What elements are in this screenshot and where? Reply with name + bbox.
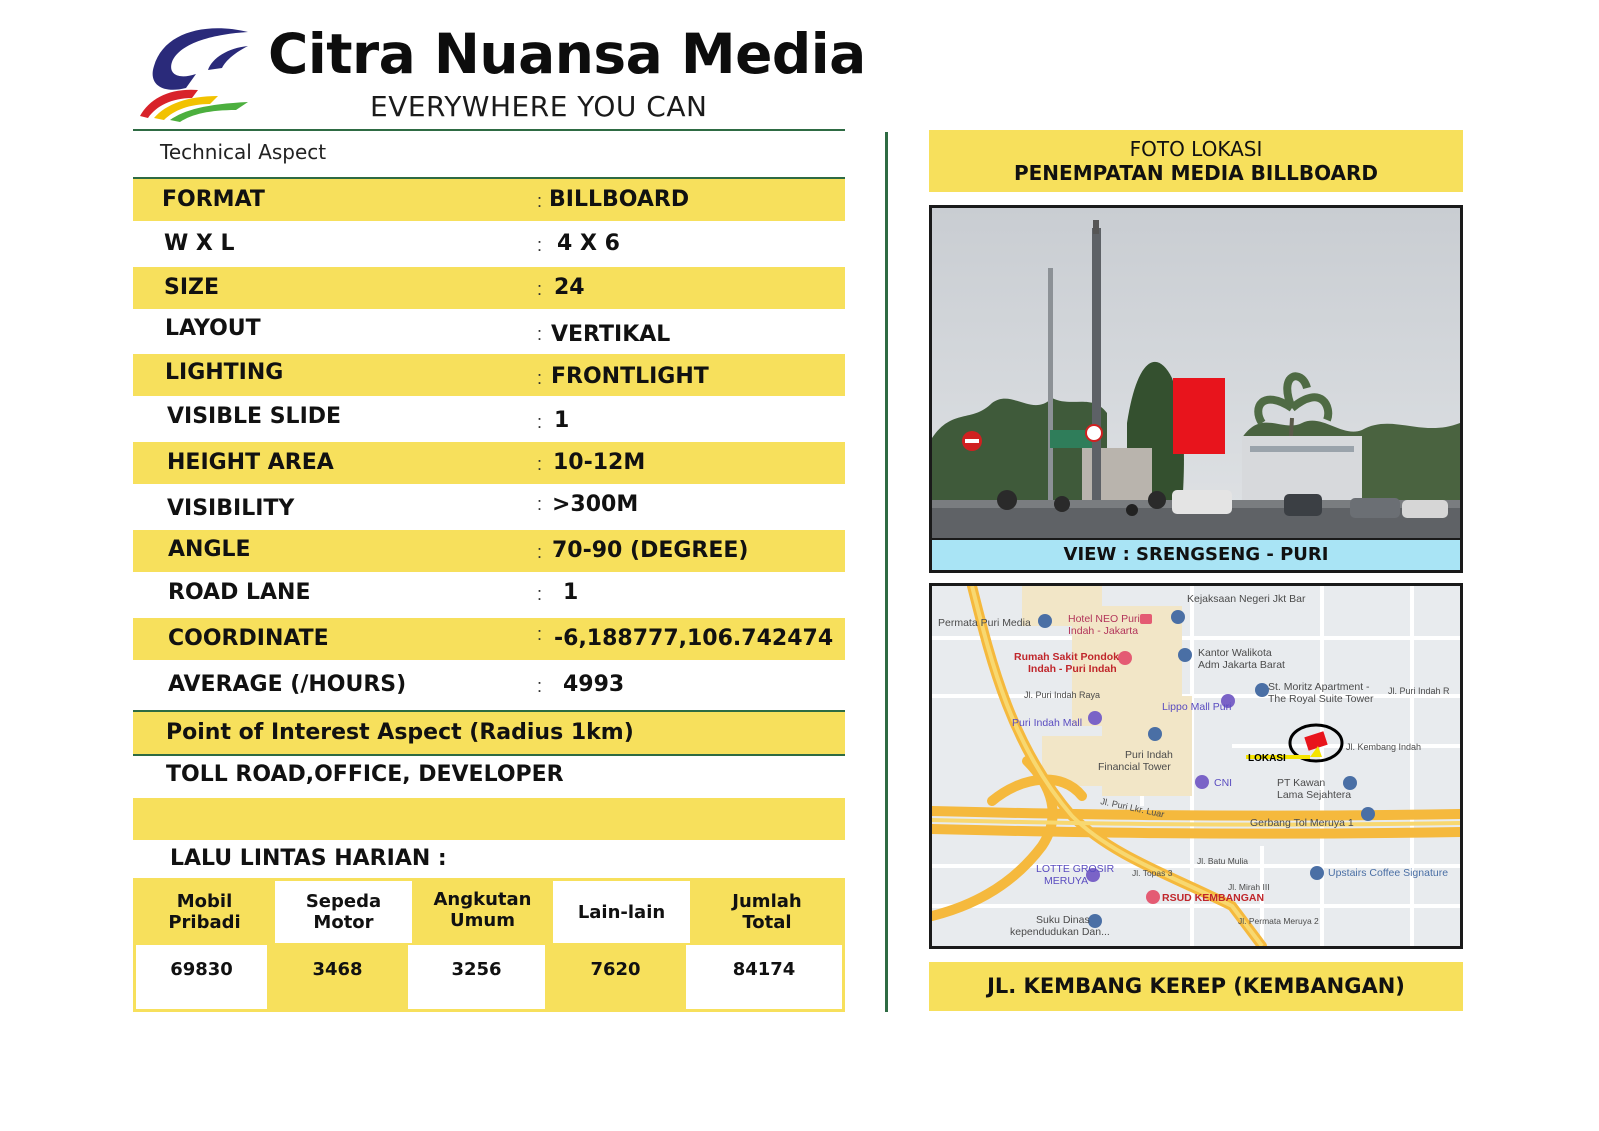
- traffic-header-cell: [692, 881, 842, 943]
- location-map: [932, 586, 1460, 946]
- map-label: MERUYA: [1044, 875, 1089, 887]
- map-label: Jl. Topas 3: [1132, 868, 1173, 878]
- map-label: St. Moritz Apartment -: [1268, 681, 1370, 693]
- header-line: Angkutan: [433, 889, 532, 910]
- spec-row-angle: [133, 530, 845, 572]
- spec-colon: :: [537, 542, 543, 562]
- technical-aspect-label: Technical Aspect: [160, 140, 327, 164]
- map-label: Permata Puri Media: [938, 617, 1031, 629]
- map-label: Adm Jakarta Barat: [1198, 659, 1285, 671]
- spec-label: COORDINATE: [168, 626, 329, 651]
- traffic-table: [133, 878, 845, 1012]
- spec-label: HEIGHT AREA: [167, 450, 334, 475]
- photo-title-line2: PENEMPATAN MEDIA BILLBOARD: [1013, 161, 1379, 185]
- map-label: Jl. Puri Lkr. Luar: [1099, 796, 1166, 820]
- spec-row-height-area: [133, 442, 845, 484]
- map-label: Suku Dinas: [1036, 914, 1090, 926]
- spec-colon: :: [537, 494, 543, 514]
- spec-colon: :: [537, 412, 543, 432]
- map-label: kependudukan Dan...: [1010, 926, 1110, 938]
- spec-label: FORMAT: [162, 187, 265, 212]
- spec-value: BILLBOARD: [549, 187, 690, 212]
- map-label: Rumah Sakit Pondok: [1014, 651, 1120, 663]
- poi-title-bar: [133, 712, 845, 754]
- column-divider: [885, 132, 888, 1012]
- map-label: Puri Indah Mall: [1012, 717, 1083, 729]
- header-line: Lain-lain: [577, 901, 666, 923]
- map-label: CNI: [1214, 777, 1233, 789]
- map-label: LOTTE GROSIR: [1036, 863, 1115, 875]
- billboard-marker: [1173, 378, 1225, 454]
- spec-value: VERTIKAL: [551, 322, 671, 347]
- map-label: Puri Indah: [1125, 749, 1173, 761]
- poi-value: TOLL ROAD,OFFICE, DEVELOPER: [166, 762, 564, 787]
- spec-colon: :: [537, 584, 543, 604]
- spec-value: 10-12M: [553, 450, 646, 475]
- map-label: RSUD KEMBANGAN: [1162, 892, 1265, 904]
- brand-name: Citra Nuansa Media: [268, 22, 866, 86]
- road-name-box: JL. KEMBANG KEREP (KEMBANGAN): [929, 962, 1463, 1011]
- spec-value: 4993: [563, 672, 625, 697]
- spec-label: LAYOUT: [165, 316, 261, 341]
- spec-label: ANGLE: [168, 537, 251, 562]
- spec-colon: :: [537, 676, 543, 696]
- spec-colon: :: [537, 324, 543, 344]
- map-label: Jl. Batu Mulia: [1197, 856, 1249, 866]
- map-label: Jl. Puri Indah Raya: [1024, 690, 1101, 700]
- spec-colon: :: [537, 624, 543, 644]
- spec-row-visible-slide: [133, 398, 845, 440]
- map-label: Jl. Puri Indah R: [1388, 686, 1450, 696]
- spec-colon: :: [537, 454, 543, 474]
- traffic-value-cell: 3256: [408, 945, 545, 1009]
- poi-title: Point of Interest Aspect (Radius 1km): [166, 720, 634, 745]
- map-label: Financial Tower: [1098, 761, 1171, 773]
- spec-value: -6,188777,106.742474: [554, 626, 834, 651]
- spec-value: FRONTLIGHT: [551, 364, 709, 389]
- poi-bottom-divider: [133, 754, 845, 756]
- map-label: Kejaksaan Negeri Jkt Bar: [1187, 593, 1306, 605]
- spec-value: 1: [554, 408, 570, 433]
- map-label: Gerbang Tol Meruya 1: [1250, 817, 1354, 829]
- photo-view-caption: VIEW : SRENGSENG - PURI: [932, 540, 1460, 570]
- location-map-frame: [929, 583, 1463, 949]
- traffic-value-cell: 84174: [686, 945, 842, 1009]
- spec-label: VISIBLE SLIDE: [167, 404, 342, 429]
- spec-label: SIZE: [164, 275, 220, 300]
- spec-label: AVERAGE (/HOURS): [168, 672, 407, 697]
- spec-row-format: [133, 179, 845, 221]
- traffic-header-cell: [275, 881, 412, 943]
- map-label: Hotel NEO Puri: [1068, 613, 1140, 625]
- map-label: Lama Sejahtera: [1277, 789, 1352, 801]
- traffic-value-cell: 7620: [547, 945, 684, 1009]
- spec-label: VISIBILITY: [167, 496, 295, 521]
- spec-label: ROAD LANE: [168, 580, 311, 605]
- traffic-header-cell: [414, 881, 551, 943]
- map-label: The Royal Suite Tower: [1268, 693, 1374, 705]
- spec-value: >300M: [552, 492, 639, 517]
- traffic-value-cell: 3468: [269, 945, 406, 1009]
- spec-colon: :: [537, 368, 543, 388]
- spec-value: 1: [563, 580, 579, 605]
- spec-value: 70-90 (DEGREE): [552, 538, 749, 563]
- spec-label: W X L: [164, 231, 235, 256]
- spec-label: LIGHTING: [165, 360, 284, 385]
- location-photo: [932, 208, 1460, 538]
- spec-value: 4 X 6: [557, 231, 620, 256]
- header-line: Total: [742, 912, 792, 933]
- spec-row-lighting: [133, 354, 845, 396]
- map-label: Lippo Mall Puri: [1162, 701, 1232, 713]
- map-label: Indah - Jakarta: [1068, 625, 1139, 637]
- traffic-value-cell: 69830: [136, 945, 267, 1009]
- map-label: Jl. Mirah III: [1228, 882, 1270, 892]
- spec-colon: :: [537, 279, 543, 299]
- spec-row-wxl: [133, 223, 845, 265]
- spec-colon: :: [537, 235, 543, 255]
- map-label: LOKASI: [1248, 753, 1286, 764]
- location-photo-frame: [929, 205, 1463, 573]
- spec-colon: :: [537, 191, 543, 211]
- header-line: Umum: [450, 910, 515, 931]
- header-line: Pribadi: [168, 912, 241, 933]
- spec-row-coordinate: [133, 618, 845, 660]
- brand-tagline: EVERYWHERE YOU CAN: [370, 90, 708, 123]
- traffic-title: LALU LINTAS HARIAN :: [170, 846, 447, 871]
- photo-title-line1: FOTO LOKASI: [1129, 137, 1263, 161]
- traffic-header-cell: [553, 881, 690, 943]
- header-divider: [133, 129, 845, 131]
- poi-empty-row: [133, 798, 845, 840]
- header-line: Mobil: [176, 891, 233, 912]
- map-label: Indah - Puri Indah: [1028, 663, 1117, 675]
- map-label: Jl. Kembang Indah: [1346, 742, 1422, 752]
- spec-row-layout: [133, 310, 845, 352]
- map-label: Upstairs Coffee Signature: [1328, 867, 1449, 879]
- map-label: Kantor Walikota: [1198, 647, 1272, 659]
- photo-title-box: [929, 130, 1463, 192]
- spec-row-road-lane: [133, 574, 845, 616]
- spec-row-size: [133, 267, 845, 309]
- header-line: Sepeda: [305, 891, 382, 912]
- company-logo: [136, 24, 254, 122]
- map-label: Jl. Permata Meruya 2: [1238, 916, 1319, 926]
- spec-value: 24: [554, 275, 585, 300]
- map-label: PT Kawan: [1277, 777, 1326, 789]
- spec-row-visibility: [133, 486, 845, 528]
- header-line: Motor: [313, 912, 374, 933]
- spec-row-average: [133, 664, 845, 706]
- header-line: Jumlah: [732, 891, 802, 912]
- traffic-header-cell: [136, 881, 273, 943]
